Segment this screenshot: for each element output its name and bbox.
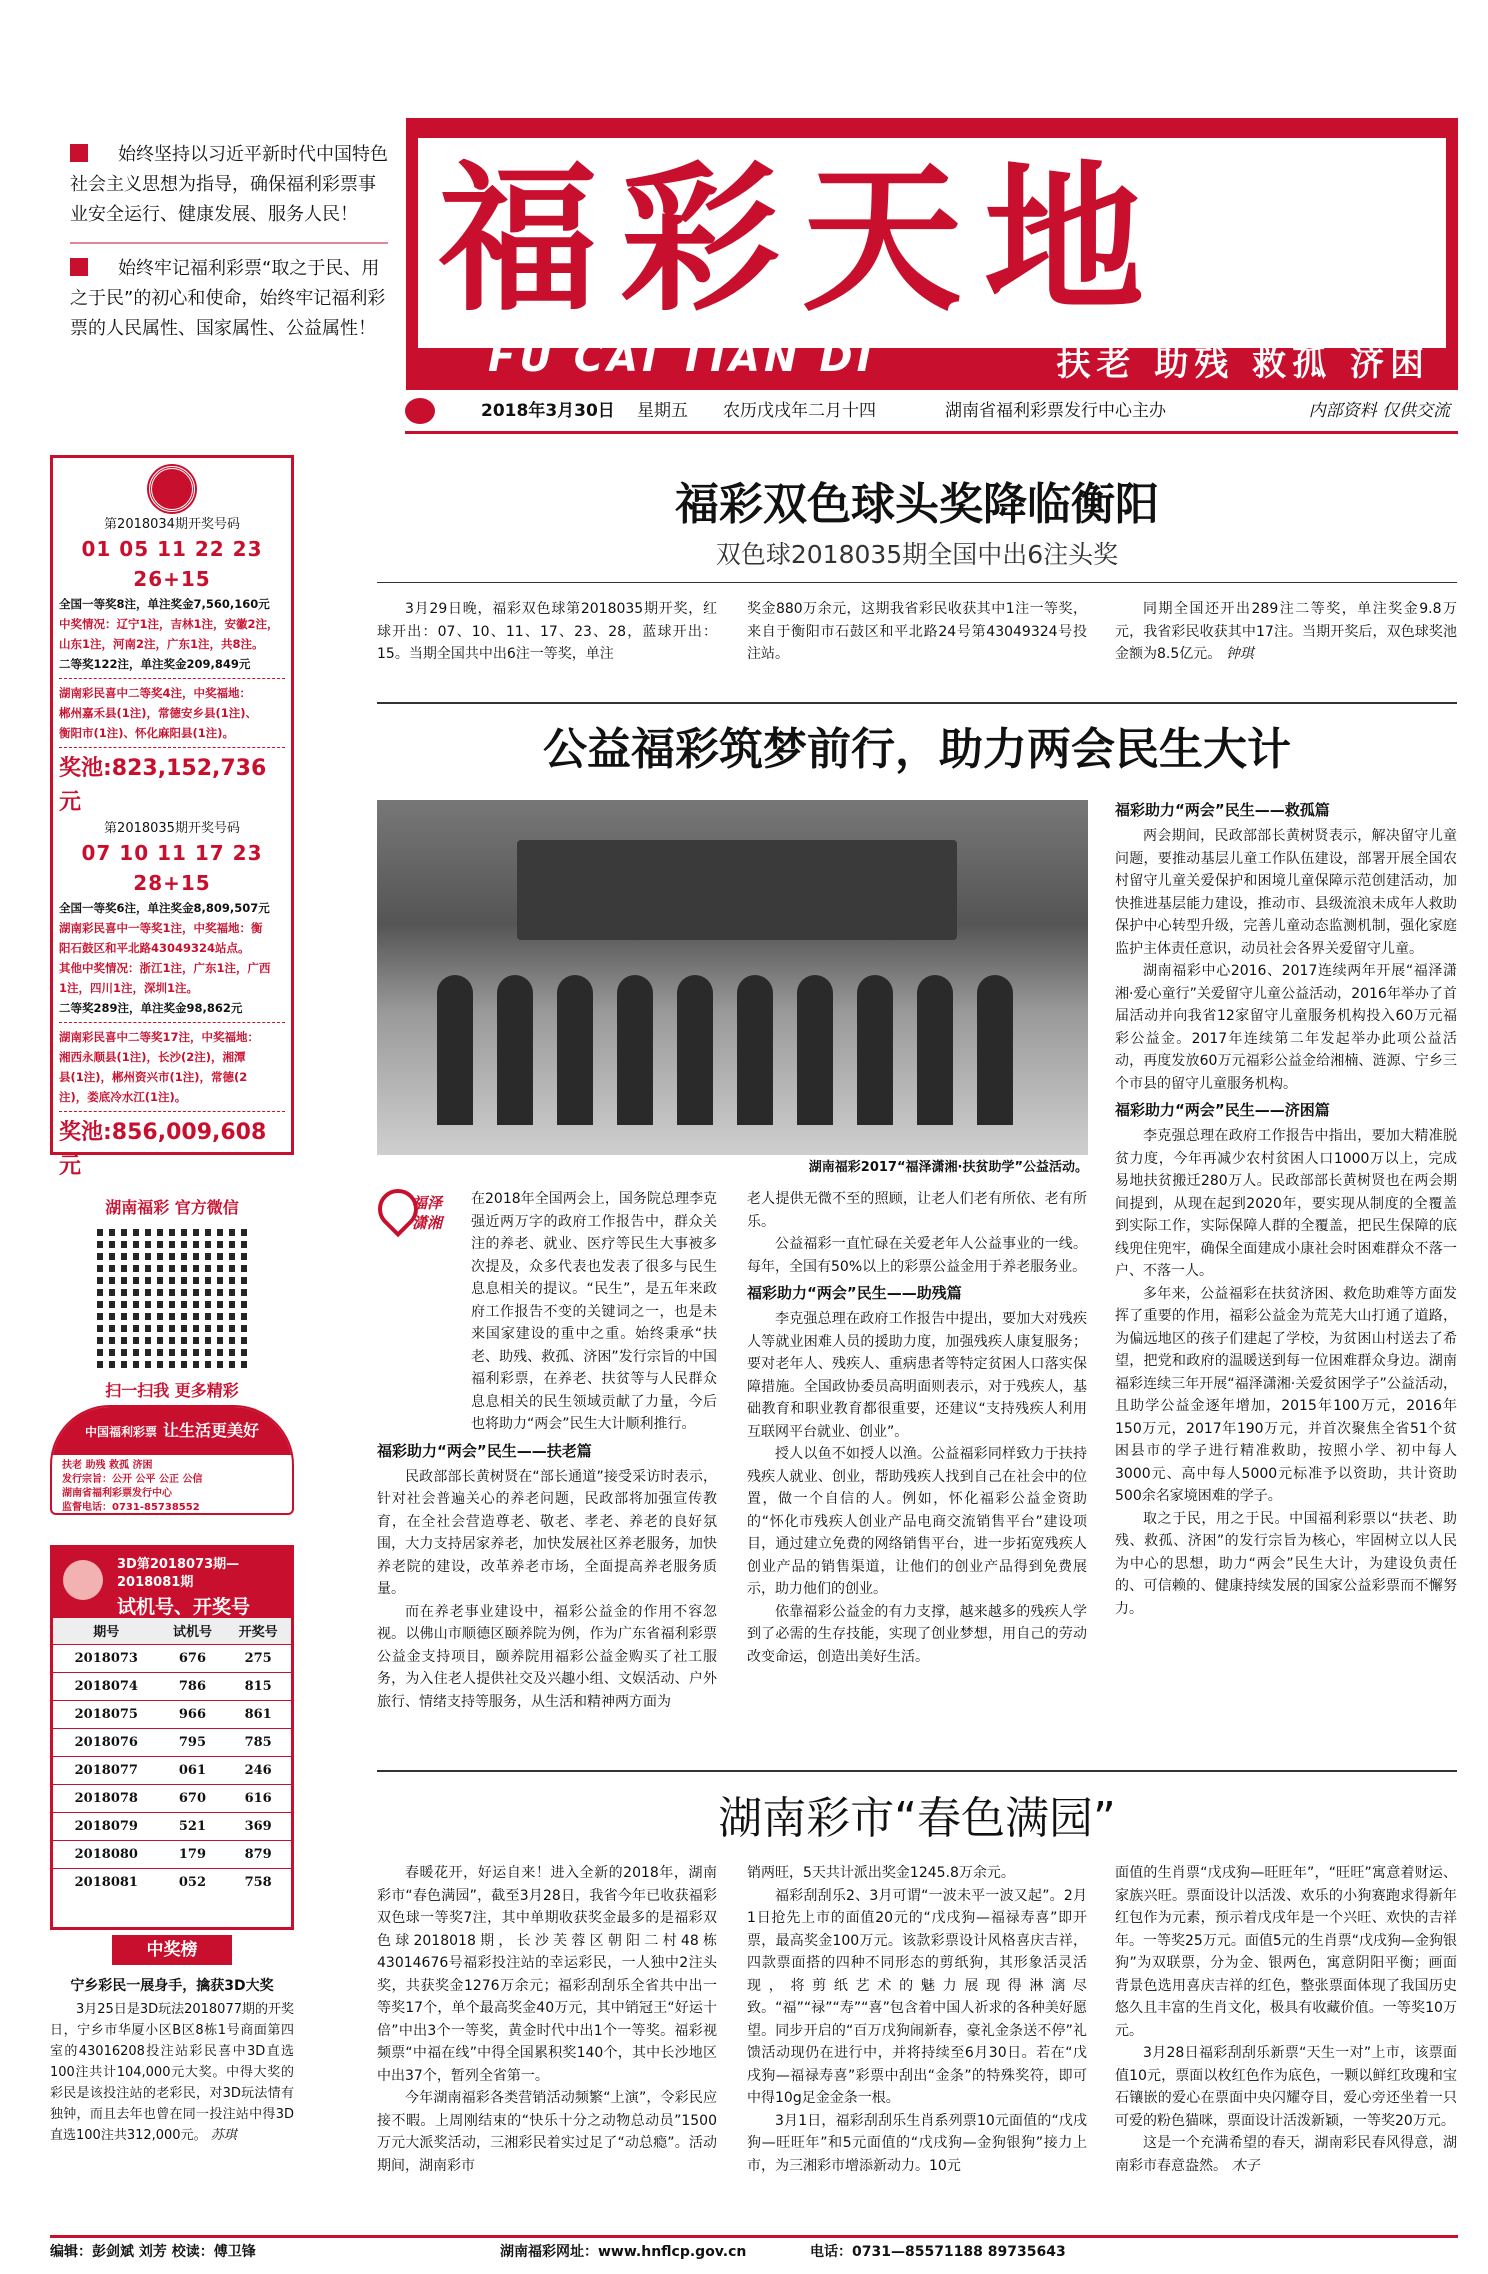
table-cell: 785: [225, 1728, 291, 1756]
paragraph: 春暖花开，好运自来！进入全新的2018年，湖南彩市“春色满园”，截至3月28日，我省今年已收获福彩双色球一等奖7注，其中单期收获奖金最多的是福彩双色球2018018期，长沙芙蓉区朝阳二村48栋43014676号福彩投注站的幸运彩民，一人独中2注头奖，共获奖金1276万余元；福彩刮刮乐全省共中出一等奖17个，单个最高奖金40万元，其中销冠王“好运十倍”中出3个一等奖，黄金时代中出1个一等奖。福彩视频票“中福在线”中得全国累积奖140个，其中长沙地区中出37个，暂列全省第一。: [377, 1865, 717, 2084]
ad-line: 扶老 助残 救孤 济困: [62, 1460, 153, 1471]
paragraph: 两会期间，民政部部长黄树贤表示，解决留守儿童问题，要推动基层儿童工作队伍建设，部署开展全国农村留守儿童关爱保护和困境儿童保障示范创建活动，加快推进基层能力建设，推动市、县级流浪未成年人救助保护中心转型升级，完善儿童动态监测机制，强化家庭监护主体责任意识，动员社会各界关爱留守儿童。: [1115, 828, 1457, 957]
table-cell: 275: [225, 1644, 291, 1672]
article-column: [747, 598, 1087, 666]
ad-line: 发行宗旨：公开 公平 公正 公信: [62, 1474, 203, 1485]
paragraph: 3月28日福彩刮刮乐新票“天生一对”上市，该票面值10元，票面以枚红色作为底色，一颗以鲜红玫瑰和宝石镶嵌的爱心在票面中央闪耀夺目，爱心旁还坐着一只可爱的粉色猫咪，票面设计活泼新颖，一等奖20万元。: [1115, 2045, 1457, 2129]
paragraph: 面值的生肖票“戊戌狗—旺旺年”，“旺旺”寓意着财运、家族兴旺。票面设计以活泼、欢乐的小狗赛跑求得新年红包作为元素，预示着戊戌年是一个兴旺、欢快的吉祥年。一等奖25万元。面值5元的生肖票“戊戌狗—金狗银狗”为双联票，分为金、银两色，寓意阴阳平衡；画面背景色选用喜庆吉祥的红色，整张票面体现了我国历史悠久且丰富的生肖文化，极具有收藏价值。一等奖10万元。: [1115, 1865, 1457, 2039]
slogan-panel: [70, 140, 388, 344]
ad-slogan: 让生活更美好: [163, 1421, 260, 1440]
winner-story-title: 宁乡彩民一展身手，擒获3D大奖: [70, 1978, 274, 1994]
paragraph: 李克强总理在政府工作报告中提出，要加大对残疾人等就业困难人员的援助力度，加强残疾人康复服务；要对老年人、残疾人、重病患者等特定贫困人口落实保障措施。全国政协委员高明面则表示，对于残疾人，基础教育和职业教育都很重要，还建议“支持残疾人利用互联网平台就业、创业”。: [747, 1311, 1087, 1440]
square-bullet-icon: [70, 258, 88, 276]
result-line: 县(1注)，郴州资兴市(1注)，常德(2: [59, 1070, 248, 1084]
weekday: 星期五: [637, 401, 688, 421]
paragraph: 今年湖南福彩各类营销活动频繁“上演”，令彩民应接不暇。上周刚结束的“快乐十分之动物总动员”1500万元大派奖活动，三湘彩民着实过足了“动总瘾”。活动期间，湖南彩市: [377, 2090, 717, 2174]
table-cell: 966: [160, 1700, 226, 1728]
double-color-ball-seal-icon: [149, 466, 195, 512]
qr-caption: 扫一扫我 更多精彩: [105, 1381, 239, 1400]
result-line: 衡阳市(1注)、怀化麻阳县(1注)。: [59, 726, 235, 740]
table-cell: 052: [160, 1868, 226, 1896]
table-cell: 861: [225, 1700, 291, 1728]
paragraph: 在2018年全国两会上，国务院总理李克强近两万字的政府工作报告中，群众关注的养老、就业、医疗等民生大事被多次提及，众多代表也发表了很多与民生息息相关的提议。“民生”，是五年来政府工作报告不变的关键词之一，也是未来国家建设的重中之重。始终秉承“扶老、助残、救孤、济困”发行宗旨的中国福利彩票，在养老、扶贫等与人民群众息息相关的民生领域贡献了力量，今后也将助力“两会”民生大计顺利推行。: [471, 1191, 717, 1432]
divider: [59, 1111, 285, 1112]
paragraph: 奖金880万余元，这期我省彩民收获其中1注一等奖，来自于衡阳市石鼓区和平北路24号第43049324号投注站。: [747, 601, 1087, 662]
result-line: 注)，娄底冷水江(1注)。: [59, 1090, 187, 1104]
article-column: [1115, 1862, 1457, 2177]
3d-results-box: [50, 1545, 294, 1930]
result-line: 湖南彩民喜中二等奖17注，中奖福地：: [59, 1030, 260, 1044]
table-cell: 179: [160, 1840, 226, 1868]
table-cell: 2018080: [53, 1840, 160, 1868]
ad-line: 湖南省福利彩票发行中心: [62, 1488, 172, 1499]
table-cell: 2018077: [53, 1756, 160, 1784]
qr-title: 湖南福彩 官方微信: [105, 1198, 239, 1217]
table-cell: 521: [160, 1812, 226, 1840]
paragraph: 这是一个充满希望的春天，湖南彩民春风得意，湖南彩市春意盎然。: [1115, 2135, 1457, 2174]
subheadline-ssq: 双色球2018035期全国中出6注头奖: [715, 540, 1119, 569]
divider: [377, 702, 1457, 704]
paragraph: 授人以鱼不如授人以渔。公益福彩同样致力于扶持残疾人就业、创业，帮助残疾人找到自己在社会中的位置，做一个自信的人。例如，怀化福彩公益金资助的“怀化市残疾人创业产品电商交流销售平台”建设项目，通过建立免费的网络销售平台，进一步拓宽残疾人创业产品的销售渠道，让他们的创业产品得到免费展示，助力他们的创业。: [747, 1446, 1087, 1597]
table-cell: 676: [160, 1644, 226, 1672]
lottery-results-box: [50, 455, 294, 1179]
slogan-2: 始终牢记福利彩票“取之于民、用之于民”的初心和使命，始终牢记福利彩票的人民属性、国家属性、公益属性！: [70, 258, 386, 339]
brand-ad: [50, 1405, 294, 1515]
editor-credits: 编辑：彭剑斌 刘芳 校读：傅卫锋: [50, 2244, 256, 2260]
table-cell: 2018081: [53, 1868, 160, 1896]
footer: [50, 2235, 1458, 2265]
table-row: [53, 1812, 291, 1840]
result-line: 湖南彩民喜中二等奖4注，中奖福地：: [59, 686, 251, 700]
logo-label: 福泽潇湘: [412, 1194, 443, 1232]
article-column: [377, 1188, 717, 1713]
jackpot: 奖池:823,152,736元: [59, 756, 267, 815]
table-row: [53, 1840, 291, 1868]
ad-line: 监督电话：0731-85738552: [62, 1502, 200, 1513]
result-line: 郴州嘉禾县(1注)，常德安乡县(1注)、: [59, 706, 258, 720]
article-column: [377, 1862, 717, 2177]
result-line: 其他中奖情况：浙江1注，广东1注，广西: [59, 961, 271, 975]
issue-date: 2018年3月30日: [481, 401, 615, 421]
table-row: [53, 1728, 291, 1756]
result-line: 1注，四川1注，深圳1注。: [59, 981, 199, 995]
table-cell: 815: [225, 1672, 291, 1700]
result-line: 阳石鼓区和平北路43049324站点。: [59, 941, 250, 955]
result-line: 二等奖289注，单注奖金98,862元: [59, 1001, 243, 1015]
winners-board: [50, 1935, 294, 2185]
masthead: [406, 118, 1458, 390]
paragraph: 依靠福彩公益金的有力支撑，越来越多的残疾人学到了必需的生存技能，实现了创业梦想，用自己的劳动改变命运，创造出美好生活。: [747, 1603, 1087, 1665]
section-heading: 福彩助力“两会”民生——济困篇: [1115, 1101, 1330, 1119]
masthead-motto: 扶老 助残 救孤 济困: [1056, 344, 1430, 384]
table-row: [53, 1644, 291, 1672]
news-photo: [377, 800, 1088, 1155]
paragraph: 李克强总理在政府工作报告中指出，要加大精准脱贫力度，今年再减少农村贫困人口1000万以上，完成易地扶贫搬迁280万人。民政部部长黄树贤也在两会期间提到，从现在起到2020年，要实现从制度的全覆盖到实际工作，实际保障人群的全覆盖，把民生保障的底线兜住兜牢，确保全面建成小康社会时困难群众不落一户、不落一人。: [1115, 1128, 1457, 1279]
3d-table: [53, 1618, 291, 1896]
table-cell: 2018079: [53, 1812, 160, 1840]
result-line: 湘西永顺县(1注)，长沙(2注)，湘潭: [59, 1050, 246, 1064]
article-column: [1115, 795, 1457, 1620]
phone: 电话：0731—85571188 89735643: [810, 2244, 1066, 2260]
article-column: [1115, 598, 1457, 666]
headline-two-sessions: 公益福彩筑梦前行，助力两会民生大计: [543, 724, 1291, 775]
table-cell: 2018076: [53, 1728, 160, 1756]
table-cell: 2018075: [53, 1700, 160, 1728]
lunar-date: 农历戊戌年二月十四: [723, 401, 876, 421]
sponsor: 湖南省福利彩票发行中心主办: [945, 401, 1166, 421]
result-line: 二等奖122注，单注奖金209,849元: [59, 657, 251, 671]
slogan-1: 始终坚持以习近平新时代中国特色社会主义思想为指导，确保福利彩票事业安全运行、健康发展、服务人民！: [70, 144, 388, 225]
3d-subheading: 试机号、开奖号: [117, 1596, 251, 1618]
article-column: [377, 598, 717, 666]
column-header: 开奖号: [225, 1618, 291, 1644]
divider: [377, 1770, 1457, 1772]
paragraph: 同期全国还开出289注二等奖，单注奖金9.8万元，我省彩民收获其中17注。当期开奖后，双色球奖池金额为8.5亿元。: [1115, 601, 1457, 662]
paragraph: 公益福彩一直忙碌在关爱老年人公益事业的一线。每年，全国有50%以上的彩票公益金用于养老服务业。: [747, 1236, 1087, 1275]
result-line: 全国一等奖6注，单注奖金8,809,507元: [59, 901, 270, 915]
table-cell: 795: [160, 1728, 226, 1756]
square-bullet-icon: [70, 144, 88, 162]
table-row: [53, 1868, 291, 1896]
headline-spring-market: 湖南彩市“春色满园”: [718, 1793, 1116, 1844]
result-line: 全国一等奖8注，单注奖金7,560,160元: [59, 597, 270, 611]
table-cell: 246: [225, 1756, 291, 1784]
wechat-qr-panel: [50, 1195, 294, 1400]
dateline: [405, 390, 1458, 434]
result-line: 中奖情况：辽宁1注，吉林1注，安徽2注，: [59, 617, 279, 631]
column-header: 试机号: [160, 1618, 226, 1644]
paragraph: 3月1日，福彩刮刮乐生肖系列票10元面值的“戊戌狗—旺旺年”和5元面值的“戊戌狗—金狗银狗”接力上市，为三湘彩市增添新动力。10元: [747, 2112, 1087, 2174]
table-cell: 061: [160, 1756, 226, 1784]
winning-numbers: 07 10 11 17 23 28+15: [81, 841, 263, 895]
masthead-title: 福彩天地: [438, 145, 1167, 333]
divider: [59, 678, 285, 679]
table-cell: 2018073: [53, 1644, 160, 1672]
table-cell: 616: [225, 1784, 291, 1812]
paragraph: 民政部部长黄树贤在“部长通道”接受采访时表示，针对社会普遍关心的养老问题，民政部将加强宣传教育，在全社会营造尊老、敬老、孝老、养老的良好氛围，大力支持居家养老，加快发展社区养老服务，加快养老院的建设，改革养老市场，全面提高养老服务质量。: [377, 1468, 717, 1597]
qr-code-icon[interactable]: [97, 1228, 247, 1368]
paragraph: 湖南福彩中心2016、2017连续两年开展“福泽潇湘·爱心童行”关爱留守儿童公益活动，2016年举办了首届活动并向我省12家留守儿童服务机构投入60万元福彩公益金。2017年连续第二年发起举办此项公益活动，再度发放60万元福彩公益金给湘楠、涟源、宁乡三个市县的留守儿童服务机构。: [1115, 963, 1457, 1092]
table-row: [53, 1672, 291, 1700]
welfare-lottery-logo-icon: [405, 398, 435, 424]
jackpot: 奖池:856,009,608元: [59, 1120, 267, 1179]
table-cell: 879: [225, 1840, 291, 1868]
table-cell: 758: [225, 1868, 291, 1896]
table-row: [53, 1756, 291, 1784]
paragraph: 多年来，公益福彩在扶贫济困、救危助难等方面发挥了重要的作用，福彩公益金为荒芜大山打通了道路，为偏远地区的孩子们建起了学校，为贫困山村送去了希望，把党和政府的温暖送到每一位困难群众身边。湖南福彩连续三年开展“福泽潇湘·关爱贫困学子”公益活动，且助学公益金逐年增加，2015年100万元，2016年150万元，2017年190万元，并首次聚焦全省51个贫困县市的学子进行精准救助，按照小学、初中每人3000元、高中每人5000元标准予以资助，共计资助500余名家境困难的学子。: [1115, 1285, 1457, 1504]
paragraph: 3月29日晚，福彩双色球第2018035期开奖，红球开出：07、10、11、17、23、28，蓝球开出：15。当期全国共中出6注一等奖，单注: [377, 601, 717, 662]
paragraph: 福彩刮刮乐2、3月可谓“一波未平一波又起”。2月1日抢先上市的面值20元的“戊戌狗—福禄寿喜”即开票，最高奖金100万元。该款彩票设计风格喜庆吉祥，四款票面搭的四种不同形态的剪纸狗，其形象活灵活现，将剪纸艺术的魅力展现得淋漓尽致。“福”“禄”“寿”“喜”包含着中国人祈求的各种美好愿望。同步开启的“百万戊狗闹新春，豪礼金条送不停”礼馈活动现仍在进行中，并将持续至6月30日。若在“戊戌狗—福禄寿喜”彩票中刮出“金条”的特殊奖符，即可中得10g足金金条一根。: [747, 1887, 1087, 2106]
divider: [377, 582, 1457, 583]
masthead-pinyin: FU CAI TIAN DI: [488, 335, 876, 381]
section-heading: 福彩助力“两会”民生——助残篇: [747, 1284, 962, 1302]
draw-heading: 第2018035期开奖号码: [104, 821, 240, 836]
3d-heading: 3D第2018073期—2018081期: [117, 1557, 240, 1590]
website[interactable]: 湖南福彩网址：www.hnflcp.gov.cn: [500, 2244, 747, 2260]
article-column: [747, 1188, 1087, 1668]
article-column: [747, 1862, 1087, 2177]
paragraph: 而在养老事业建设中，福彩公益金的作用不容忽视。以佛山市顺德区颐养院为例，作为广东省福利彩票公益金支持项目，颐养院用福彩公益金购买了社工服务，为入住老人提供社交及兴趣小组、文娱活动、户外旅行、情绪支持等服务，从生活和精神两方面为: [377, 1603, 717, 1710]
paragraph: 老人提供无微不至的照顾，让老人们老有所依、老有所乐。: [747, 1191, 1087, 1230]
result-line: 山东1注，河南2注，广东1注，共8注。: [59, 637, 264, 651]
section-heading: 福彩助力“两会”民生——扶老篇: [377, 1441, 592, 1460]
table-row: [53, 1700, 291, 1728]
table-cell: 369: [225, 1812, 291, 1840]
paragraph: 取之于民，用之于民。中国福利彩票以“扶老、助残、救孤、济困”的发行宗旨为核心，牢固树立以人民为中心的思想，助力“两会”民生大计，为建设负责任的、可信赖的、健康持续发展的国家公益彩票而不懈努力。: [1115, 1510, 1457, 1617]
byline: 钟琪: [1225, 646, 1254, 662]
divider: [70, 242, 388, 244]
winners-tag: 中奖榜: [112, 1935, 232, 1965]
table-cell: 786: [160, 1672, 226, 1700]
circulation-note: 内部资料 仅供交流: [1308, 401, 1450, 421]
divider: [59, 1022, 285, 1023]
divider: [59, 747, 285, 748]
photo-caption: 湖南福彩2017“福泽潇湘·扶贫助学”公益活动。: [808, 1160, 1088, 1175]
byline: 木子: [1231, 2157, 1260, 2174]
winner-story-body: 3月25日是3D玩法2018077期的开奖日，宁乡市华厦小区B区8栋1号商面第四室的43016208投注站彩民喜中3D直选100注共计104,000元大奖。中得大奖的彩民是该投注站的老彩民，对3D玩法情有独钟，而且去年也曾在同一投注站中得3D直选100注共312,000元。: [50, 2002, 294, 2143]
piggy-mascot-icon: [63, 1560, 103, 1600]
headline-ssq: 福彩双色球头奖降临衡阳: [675, 479, 1159, 530]
table-cell: 2018078: [53, 1784, 160, 1812]
winning-numbers: 01 05 11 22 23 26+15: [81, 537, 263, 591]
table-cell: 670: [160, 1784, 226, 1812]
ad-brand: 中国福利彩票: [84, 1425, 157, 1439]
section-heading: 福彩助力“两会”民生——救孤篇: [1115, 801, 1330, 819]
table-cell: 2018074: [53, 1672, 160, 1700]
table-row: [53, 1784, 291, 1812]
draw-heading: 第2018034期开奖号码: [104, 517, 240, 532]
column-header: 期号: [53, 1618, 160, 1644]
result-line: 湖南彩民喜中一等奖1注，中奖福地：衡: [59, 921, 263, 935]
byline: 苏琪: [210, 2128, 237, 2143]
paragraph: 销两旺，5天共计派出奖金1245.8万余元。: [747, 1865, 1015, 1881]
